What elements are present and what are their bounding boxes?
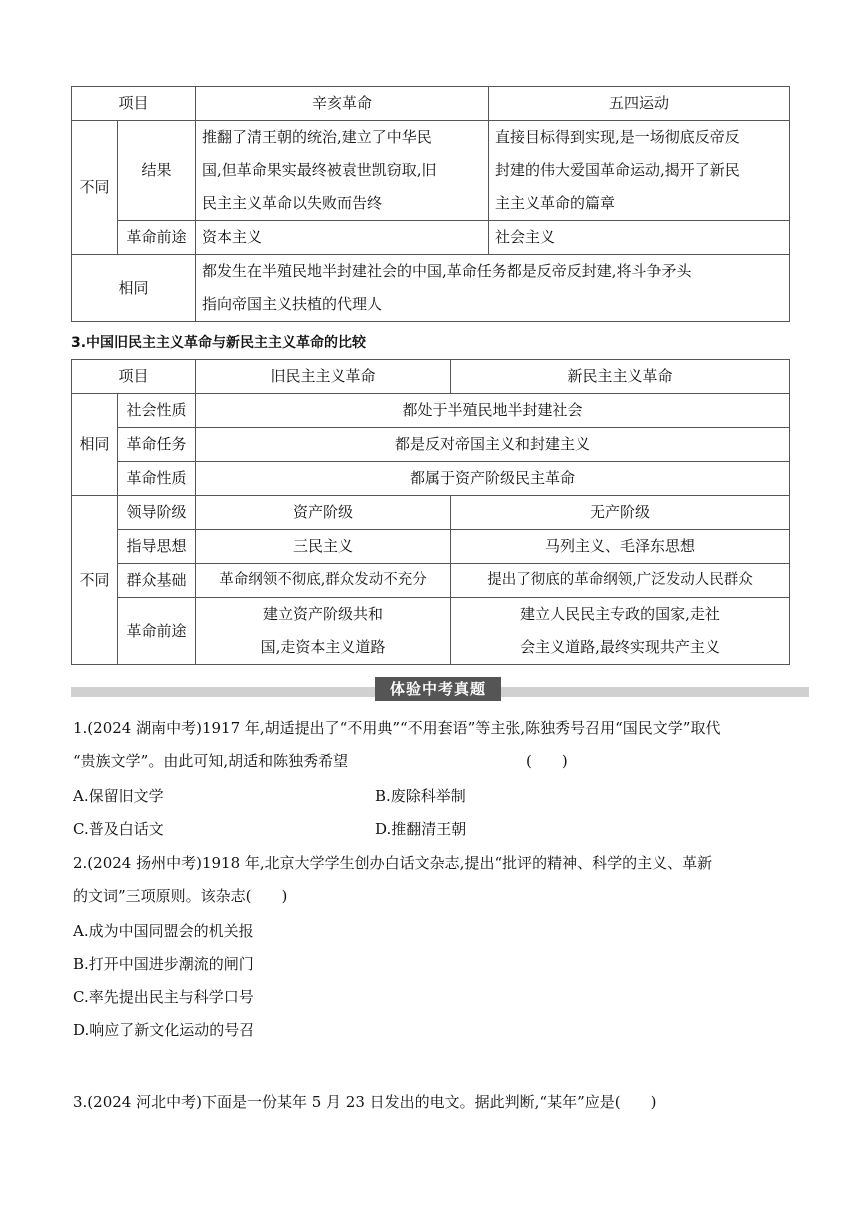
cell-new: 马列主义、毛泽东思想 [451,530,790,564]
row-label-same: 相同 [72,255,196,322]
row-label: 革命任务 [118,428,196,462]
section-heading: 体验中考真题 [375,677,501,701]
option-c: C.普及白话文 [73,820,164,838]
row-label-prospect: 革命前途 [118,598,196,665]
row-label-result: 结果 [118,121,196,221]
header-new: 新民主主义革命 [451,360,790,394]
option-a: A.成为中国同盟会的机关报 [73,922,254,940]
cell-prospect-xinhai: 资本主义 [196,221,489,255]
row-label-diff: 不同 [72,121,118,255]
option-a: A.保留旧文学 [73,787,164,805]
cell-same: 都处于半殖民地半封建社会 [196,394,790,428]
header-old: 旧民主主义革命 [196,360,451,394]
cell-old: 三民主义 [196,530,451,564]
row-label: 社会性质 [118,394,196,428]
header-wusi: 五四运动 [489,87,790,121]
header-xinhai: 辛亥革命 [196,87,489,121]
cell-new: 提出了彻底的革命纲领,广泛发动人民群众 [451,564,790,598]
cell-old: 革命纲领不彻底,群众发动不充分 [196,564,451,598]
cell-prospect-old: 建立资产阶级共和 国,走资本主义道路 [196,598,451,665]
cell-result-wusi: 直接目标得到实现,是一场彻底反帝反 封建的伟大爱国革命运动,揭开了新民 主主义革命的篇章 [489,121,790,221]
header-item: 项目 [72,360,196,394]
row-label: 革命性质 [118,462,196,496]
cell-same: 都是反对帝国主义和封建主义 [196,428,790,462]
question-3-line-1: 3.(2024 河北中考)下面是一份某年 5 月 23 日发出的电文。据此判断,“某年”应是( ) [73,1093,657,1111]
cell-prospect-new: 建立人民民主专政的国家,走社 会主义道路,最终实现共产主义 [451,598,790,665]
row-label-prospect: 革命前途 [118,221,196,255]
row-label: 群众基础 [118,564,196,598]
cell-result-xinhai: 推翻了清王朝的统治,建立了中华民 国,但革命果实最终被袁世凯窃取,旧 民主主义革命以失败而告终 [196,121,489,221]
option-b: B.废除科举制 [375,787,466,805]
header-item: 项目 [72,87,196,121]
cell-prospect-wusi: 社会主义 [489,221,790,255]
question-1-line-1: 1.(2024 湖南中考)1917 年,胡适提出了“不用典”“不用套语”等主张,陈独秀号召用“国民文学”取代 [73,719,721,737]
row-label-same: 相同 [72,394,118,496]
row-label: 领导阶级 [118,496,196,530]
option-d: D.推翻清王朝 [375,820,467,838]
section-title: 3.中国旧民主主义革命与新民主主义革命的比较 [71,335,367,351]
row-label: 指导思想 [118,530,196,564]
cell-same: 都属于资产阶级民主革命 [196,462,790,496]
question-1-line-2: “贵族文学”。由此可知,胡适和陈独秀希望 [73,752,349,770]
option-b: B.打开中国进步潮流的闸门 [73,955,254,973]
answer-paren: ( ) [526,752,568,770]
row-label-diff: 不同 [72,496,118,665]
cell-old: 资产阶级 [196,496,451,530]
cell-same-text: 都发生在半殖民地半封建社会的中国,革命任务都是反帝反封建,将斗争矛头 指向帝国主义扶植的代理人 [196,255,790,322]
question-2-line-2: 的文词”三项原则。该杂志( ) [73,887,288,905]
option-d: D.响应了新文化运动的号召 [73,1021,255,1039]
cell-new: 无产阶级 [451,496,790,530]
question-2-line-1: 2.(2024 扬州中考)1918 年,北京大学学生创办白话文杂志,提出“批评的精神、科学的主义、革新 [73,854,713,872]
option-c: C.率先提出民主与科学口号 [73,988,254,1006]
comparison-table-xinhai-wusi [71,86,790,322]
comparison-table-old-new-democratic [71,359,790,665]
